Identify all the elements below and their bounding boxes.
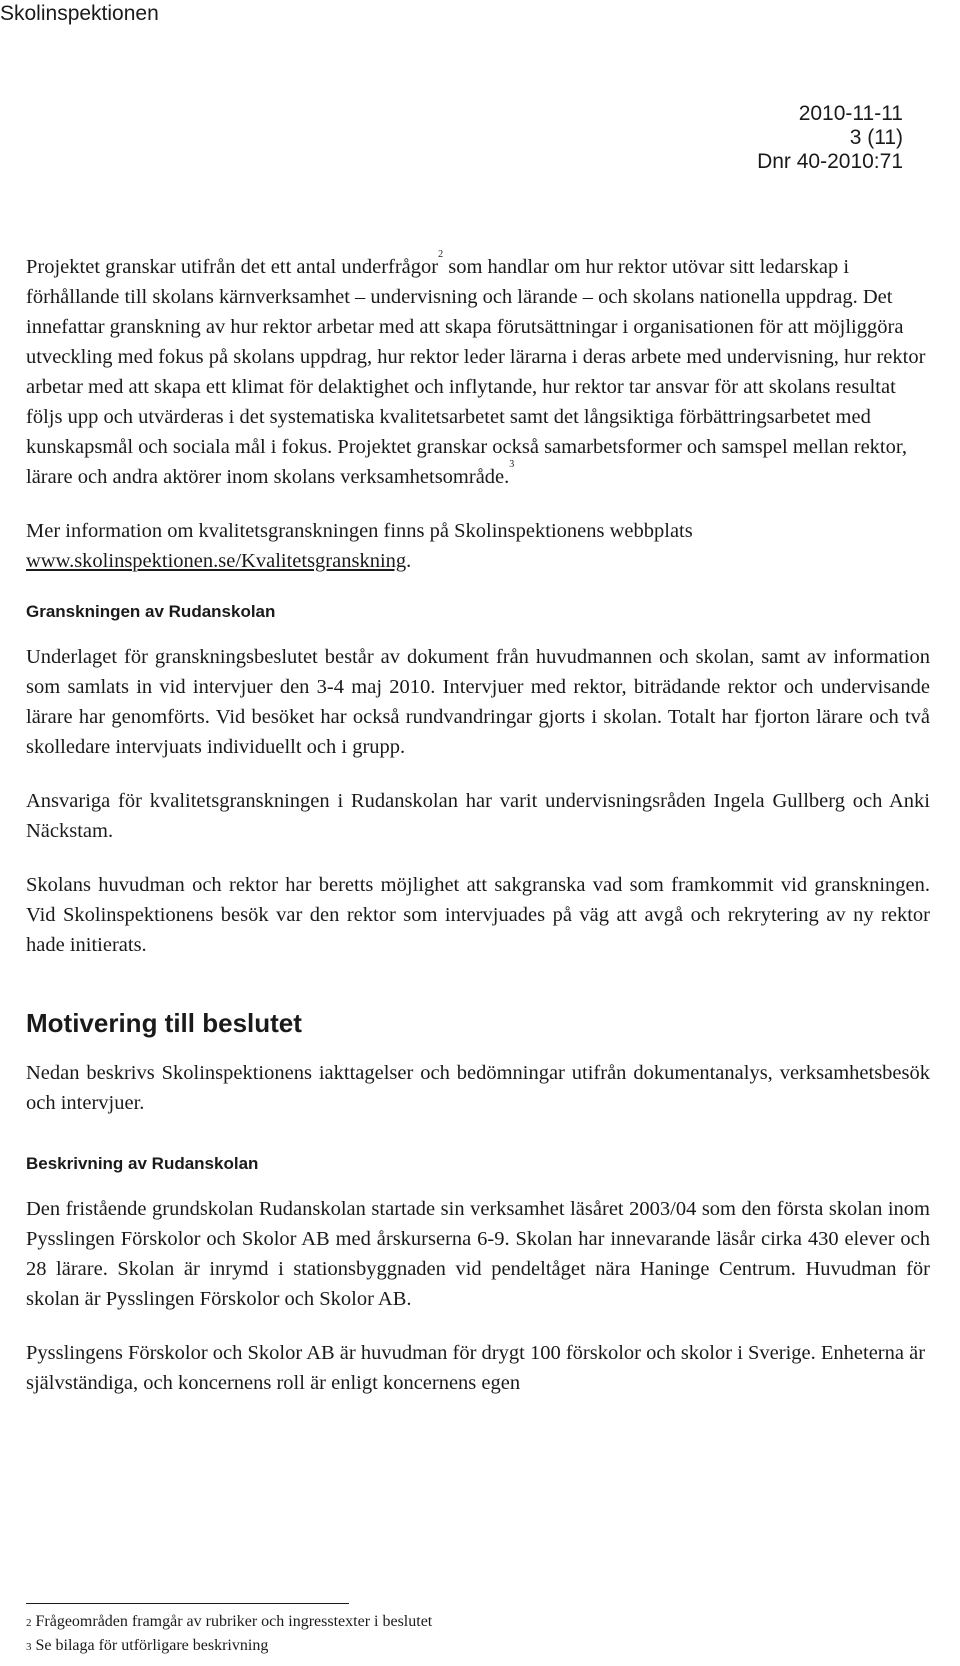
diary-number: Dnr 40-2010:71 (757, 150, 903, 173)
granskningen-heading: Granskningen av Rudanskolan (26, 602, 276, 621)
beskrivning-paragraph-1: Den fristående grundskolan Rudanskolan startade sin verksamhet läsåret 2003/04 som den första skolan inom Pysslingen Förskolor och Skolor AB med årskurserna 6-9. Skolan har innevarande läsår cirka 430 elever och 28 lärare. Skolan är inrymd i stationsbyggnaden vid pendeltåget nära Haninge Centrum. Huvudman för skolan är Pysslingen Förskolor och Skolor AB. (26, 1198, 930, 1310)
more-info-paragraph (26, 516, 930, 576)
beskrivning-heading: Beskrivning av Rudanskolan (26, 1154, 259, 1173)
organization-name: Skolinspektionen (0, 2, 159, 25)
page-number: 3 (11) (849, 126, 903, 149)
more-info-end: . (406, 550, 412, 572)
motivering-heading: Motivering till beslutet (26, 1008, 302, 1038)
footnote-2-text: Frågeområden framgår av rubriker och ingresstexter i beslutet (31, 1613, 433, 1630)
document-date: 2010-11-11 (798, 102, 903, 125)
intro-paragraph (26, 249, 930, 492)
footnote-3-number: 3 (26, 1641, 32, 1653)
footnote-ref-3[interactable]: 3 (509, 459, 515, 470)
document-meta (757, 102, 903, 174)
kvalitetsgranskning-link[interactable]: www.skolinspektionen.se/Kvalitetsgranskning (26, 550, 407, 572)
granskningen-paragraph-3: Skolans huvudman och rektor har beretts möjlighet att sakgranska vad som framkommit vid granskningen. Vid Skolinspektionens besök var den rektor som intervjuades på väg att avgå och rekrytering av ny rektor hade initierats. (26, 874, 930, 956)
footnote-2-number: 2 (26, 1617, 32, 1629)
intro-text-1: Projektet granskar utifrån det ett antal underfrågor (26, 256, 439, 278)
footnote-3 (26, 1634, 626, 1658)
granskningen-paragraph-1: Underlaget för granskningsbeslutet består av dokument från huvudmannen och skolan, samt av information som samlats in vid intervjuer den 3-4 maj 2010. Intervjuer med rektor, biträdande rektor och undervisande lärare har genomförts. Vid besöket har också rundvandringar gjorts i skolan. Totalt har fjorton lärare och två skolledare intervjuats individuellt och i grupp. (26, 646, 930, 758)
footnote-ref-2[interactable]: 2 (438, 249, 444, 260)
beskrivning-paragraph-2: Pysslingens Förskolor och Skolor AB är huvudman för drygt 100 förskolor och skolor i Sverige. Enheterna är självständiga, och koncernens roll är enligt koncernens egen (26, 1342, 926, 1394)
more-info-text: Mer information om kvalitetsgranskningen finns på Skolinspektionens webbplats (26, 520, 693, 542)
footnote-3-text: Se bilaga för utförligare beskrivning (31, 1637, 269, 1654)
footnotes (26, 1610, 626, 1658)
granskningen-paragraph-2: Ansvariga för kvalitetsgranskningen i Rudanskolan har varit undervisningsråden Ingela Gullberg och Anki Näckstam. (26, 790, 930, 842)
motivering-paragraph: Nedan beskrivs Skolinspektionens iakttagelser och bedömningar utifrån dokumentanalys, verksamhetsbesök och intervjuer. (26, 1062, 930, 1114)
footnote-2 (26, 1610, 626, 1634)
intro-text-2: som handlar om hur rektor utövar sitt ledarskap i förhållande till skolans kärnverksamhet – undervisning och lärande – och skolans nationella uppdrag. Det innefattar granskning av hur rektor arbetar med att skapa förutsättningar i organisationen för att möjliggöra utveckling med fokus på skolans uppdrag, hur rektor leder lärarna i deras arbete med undervisning, hur rektor arbetar med att skapa ett klimat för delaktighet och inflytande, hur rektor tar ansvar för att skolans resultat följs upp och utvärderas i det systematiska kvalitetsarbetet samt det långsiktiga förbättringsarbetet med kunskapsmål och sociala mål i fokus. Projektet granskar också samarbetsformer och samspel mellan rektor, lärare och andra aktörer inom skolans verksamhetsområde. (26, 256, 926, 488)
footnote-divider (26, 1603, 349, 1604)
document-body (26, 249, 930, 1398)
